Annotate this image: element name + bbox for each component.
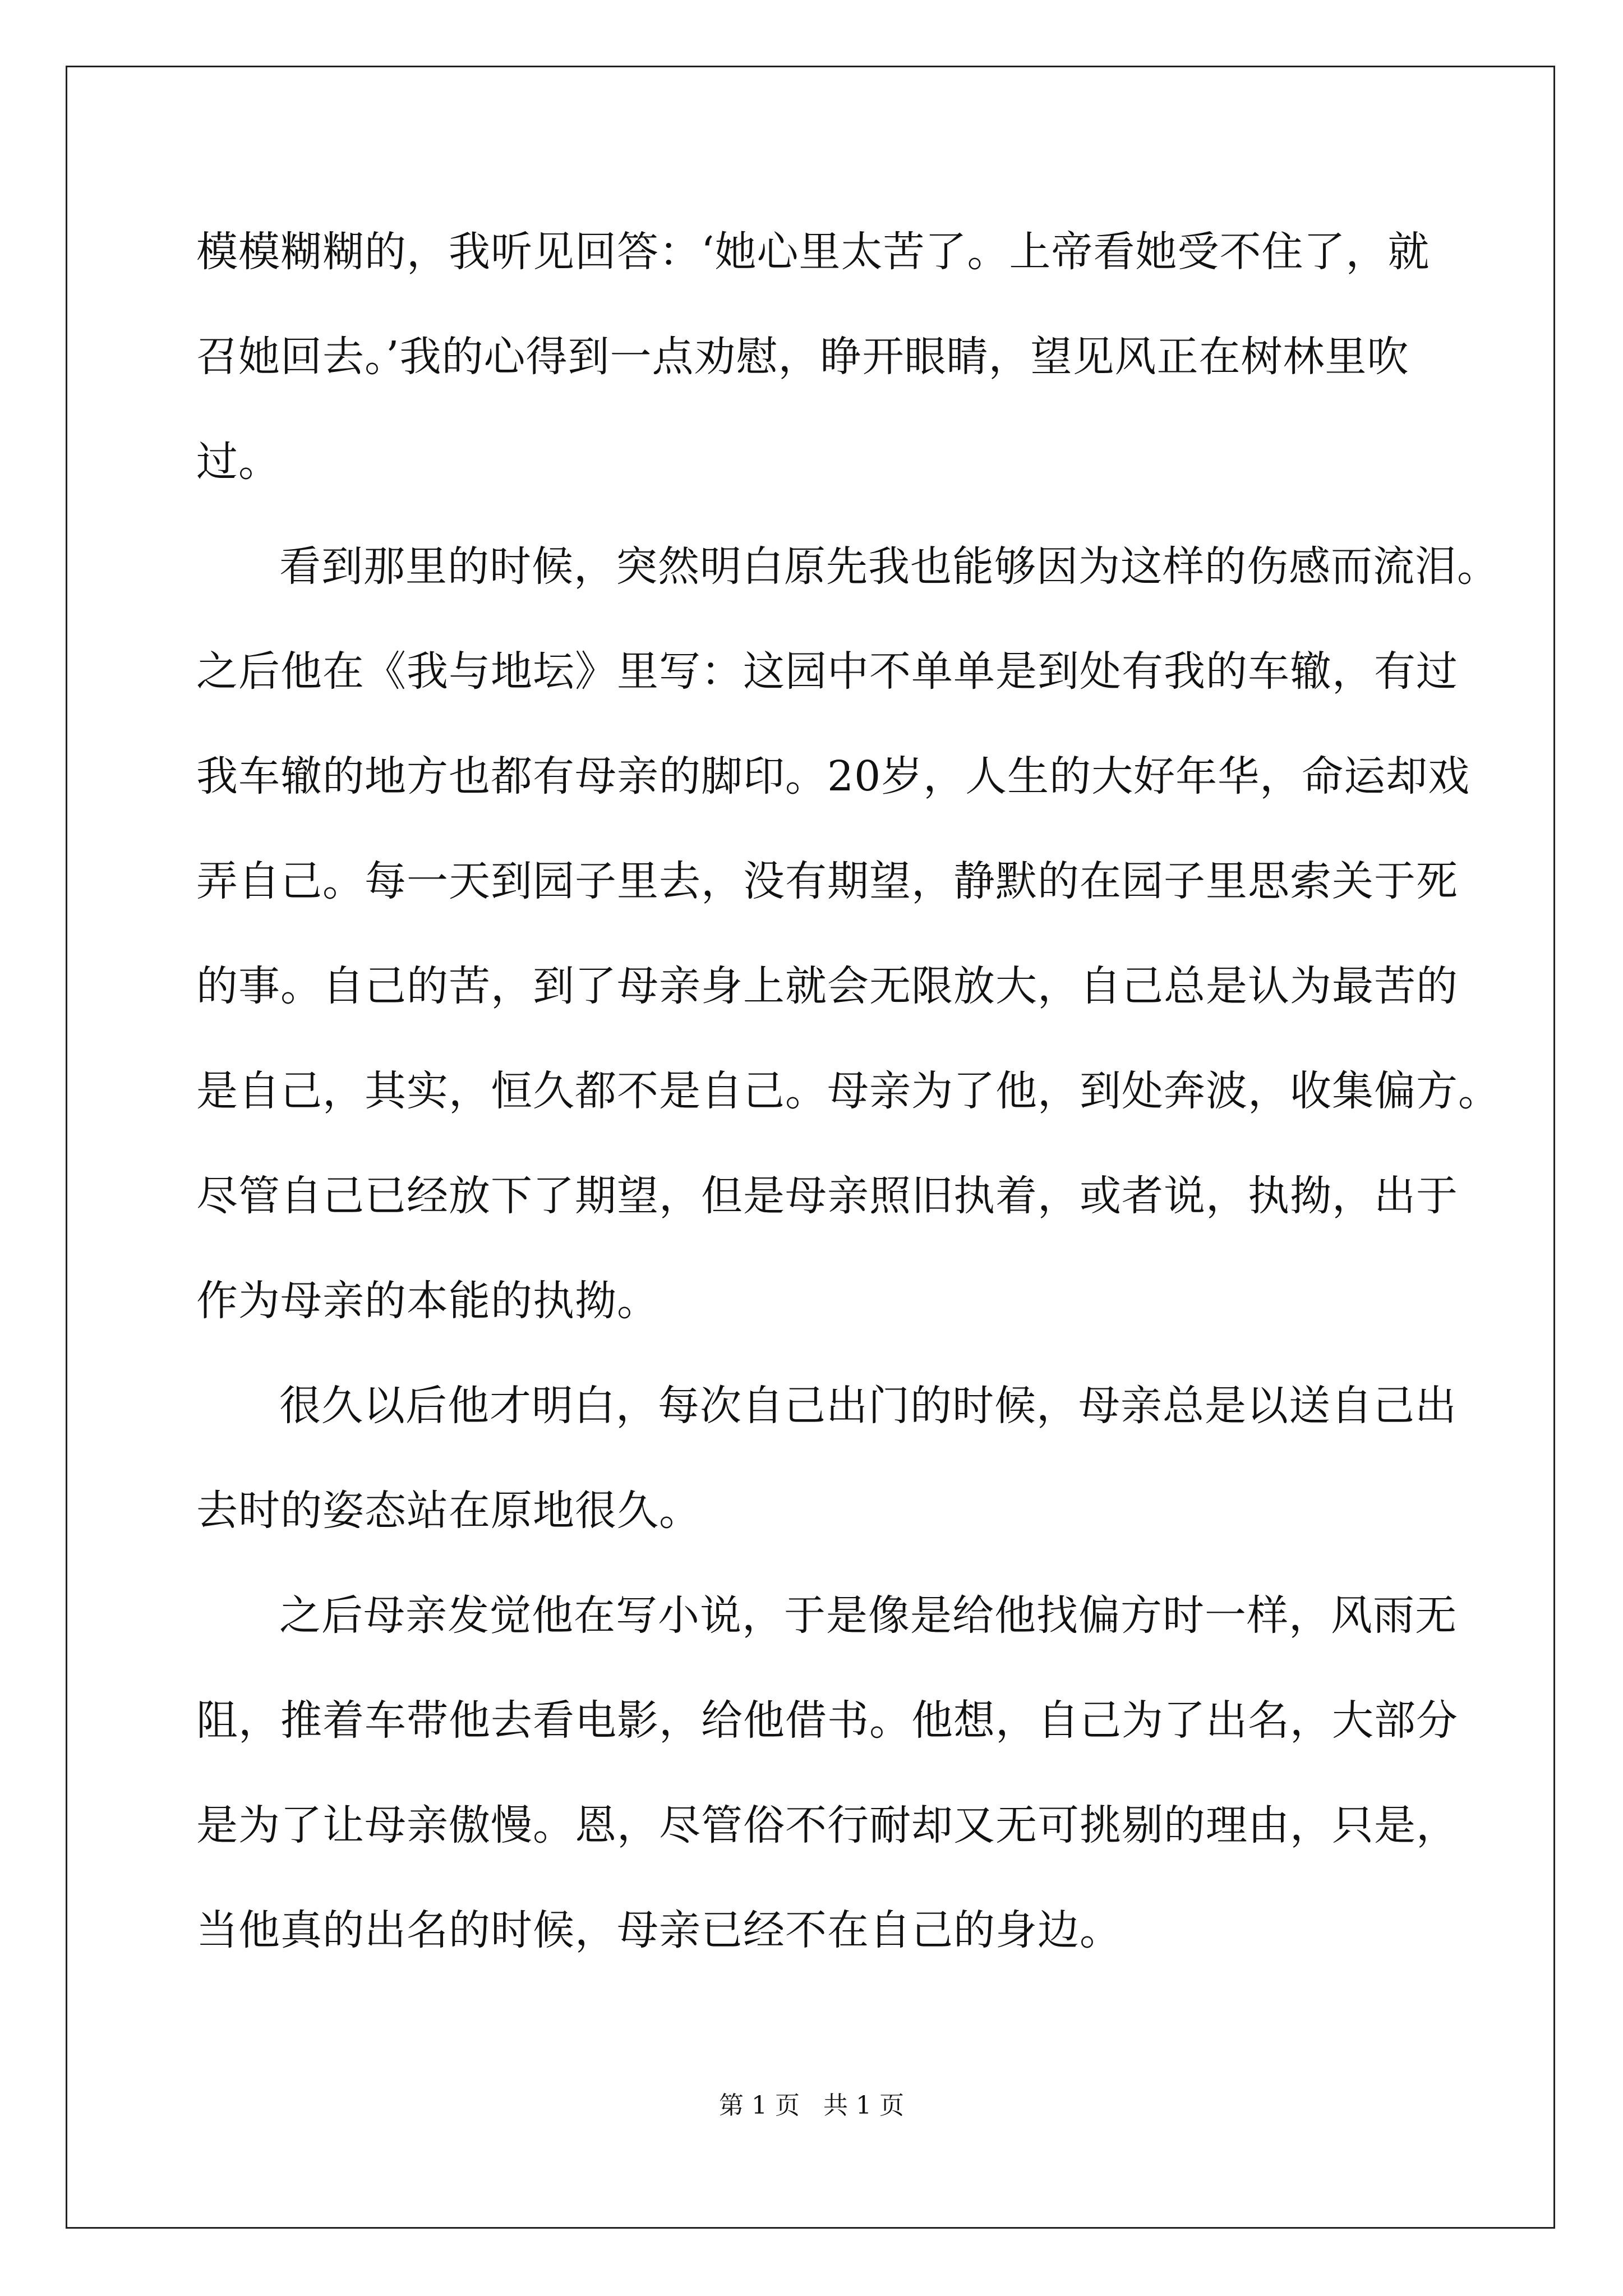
text-line: 的事。自己的苦，到了母亲身上就会无限放大，自己总是认为最苦的: [196, 962, 1458, 1010]
text-line: 模模糊糊的，我听见回答：‘她心里太苦了。上帝看她受不住了，就: [196, 228, 1430, 276]
text-line: 作为母亲的本能的执拗。: [196, 1277, 659, 1325]
text-line: 是自己，其实，恒久都不是自己。母亲为了他，到处奔波，收集偏方。: [196, 1067, 1500, 1115]
text-line: 是为了让母亲傲慢。恩，尽管俗不行耐却又无可挑剔的理由，只是，: [196, 1801, 1458, 1849]
text-line: 我车辙的地方也都有母亲的脚印。20岁，人生的大好年华，命运却戏: [196, 752, 1470, 800]
text-line: 当他真的出名的时候，母亲已经不在自己的身边。: [196, 1906, 1122, 1954]
page-number-footer: 第 1 页 共 1 页: [719, 2091, 904, 2120]
text-line: 去时的姿态站在原地很久。: [196, 1487, 701, 1535]
text-line: 召她回去。’我的心得到一点劝慰，睁开眼睛，望见风正在树林里吹: [196, 333, 1409, 381]
paragraph-first-line: 看到那里的时候，突然明白原先我也能够因为这样的伤感而流泪。: [279, 542, 1499, 591]
paragraph-first-line: 很久以后他才明白，每次自己出门的时候，母亲总是以送自己出: [279, 1382, 1457, 1430]
text-line: 阻，推着车带他去看电影，给他借书。他想，自己为了出名，大部分: [196, 1696, 1458, 1745]
text-line: 之后他在《我与地坛》里写：这园中不单单是到处有我的车辙，有过: [196, 647, 1458, 696]
text-line: 弄自己。每一天到园子里去，没有期望，静默的在园子里思索关于死: [196, 857, 1458, 905]
text-line: 尽管自己已经放下了期望，但是母亲照旧执着，或者说，执拗，出于: [196, 1172, 1458, 1220]
page-border: [66, 66, 1555, 2229]
text-line: 过。: [196, 438, 280, 486]
paragraph-first-line: 之后母亲发觉他在写小说，于是像是给他找偏方时一样，风雨无: [279, 1591, 1457, 1640]
